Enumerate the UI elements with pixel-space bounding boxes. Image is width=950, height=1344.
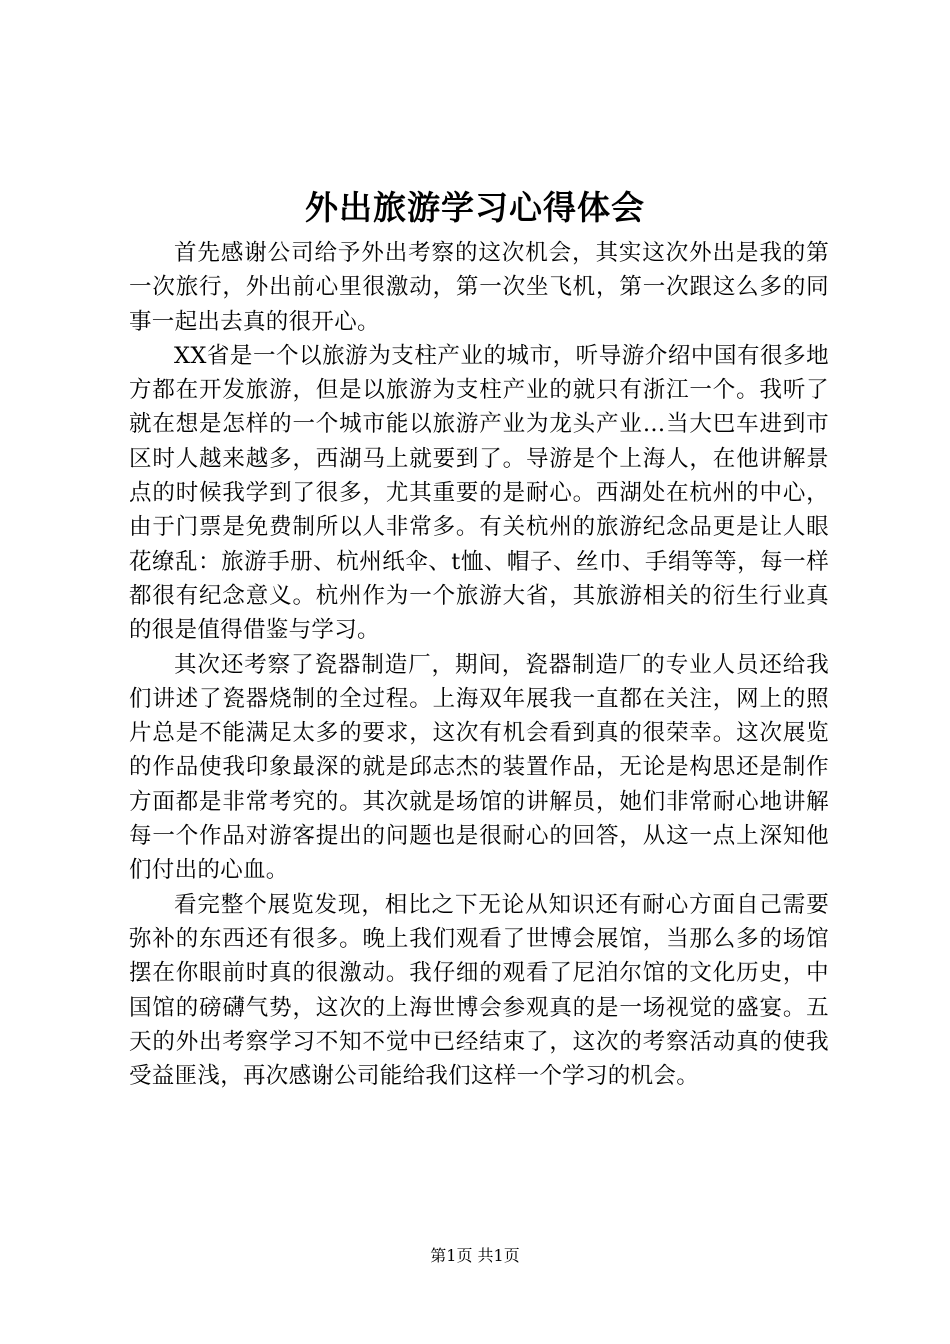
- paragraph-3: 其次还考察了瓷器制造厂，期间，瓷器制造厂的专业人员还给我们讲述了瓷器烧制的全过程。上海双年展我一直都在关注，网上的照片总是不能满足太多的要求，这次有机会看到真的很荣幸。这次展览的作品使我印象最深的就是邱志杰的装置作品，无论是构思还是制作方面都是非常考究的。其次就是场馆的讲解员，她们非常耐心地讲解每一个作品对游客提出的问题也是很耐心的回答，从这一点上深知他们付出的心血。: [129, 651, 829, 884]
- paragraph-1: 首先感谢公司给予外出考察的这次机会，其实这次外出是我的第一次旅行，外出前心里很激动，第一次坐飞机，第一次跟这么多的同事一起出去真的很开心。: [129, 240, 829, 335]
- page-title: 外出旅游学习心得体会: [305, 188, 645, 227]
- paragraph-4: 看完整个展览发现，相比之下无论从知识还有耐心方面自己需要弥补的东西还有很多。晚上我们观看了世博会展馆，当那么多的场馆摆在你眼前时真的很激动。我仔细的观看了尼泊尔馆的文化历史，中国馆的磅礴气势，这次的上海世博会参观真的是一场视觉的盛宴。五天的外出考察学习不知不觉中已经结束了，这次的考察活动真的使我受益匪浅，再次感谢公司能给我们这样一个学习的机会。: [129, 891, 829, 1090]
- paragraph-2: XX省是一个以旅游为支柱产业的城市，听导游介绍中国有很多地方都在开发旅游，但是以旅游为支柱产业的就只有浙江一个。我听了就在想是怎样的一个城市能以旅游产业为龙头产业…当大巴车进到市区时人越来越多，西湖马上就要到了。导游是个上海人，在他讲解景点的时候我学到了很多，尤其重要的是耐心。西湖处在杭州的中心，由于门票是免费制所以人非常多。有关杭州的旅游纪念品更是让人眼花缭乱：旅游手册、杭州纸伞、t恤、帽子、丝巾、手绢等等，每一样都很有纪念意义。杭州作为一个旅游大省，其旅游相关的衍生行业真的很是值得借鉴与学习。: [129, 342, 829, 644]
- document-body: [129, 236, 829, 1093]
- page-number-footer: 第1页 共1页: [430, 1246, 520, 1265]
